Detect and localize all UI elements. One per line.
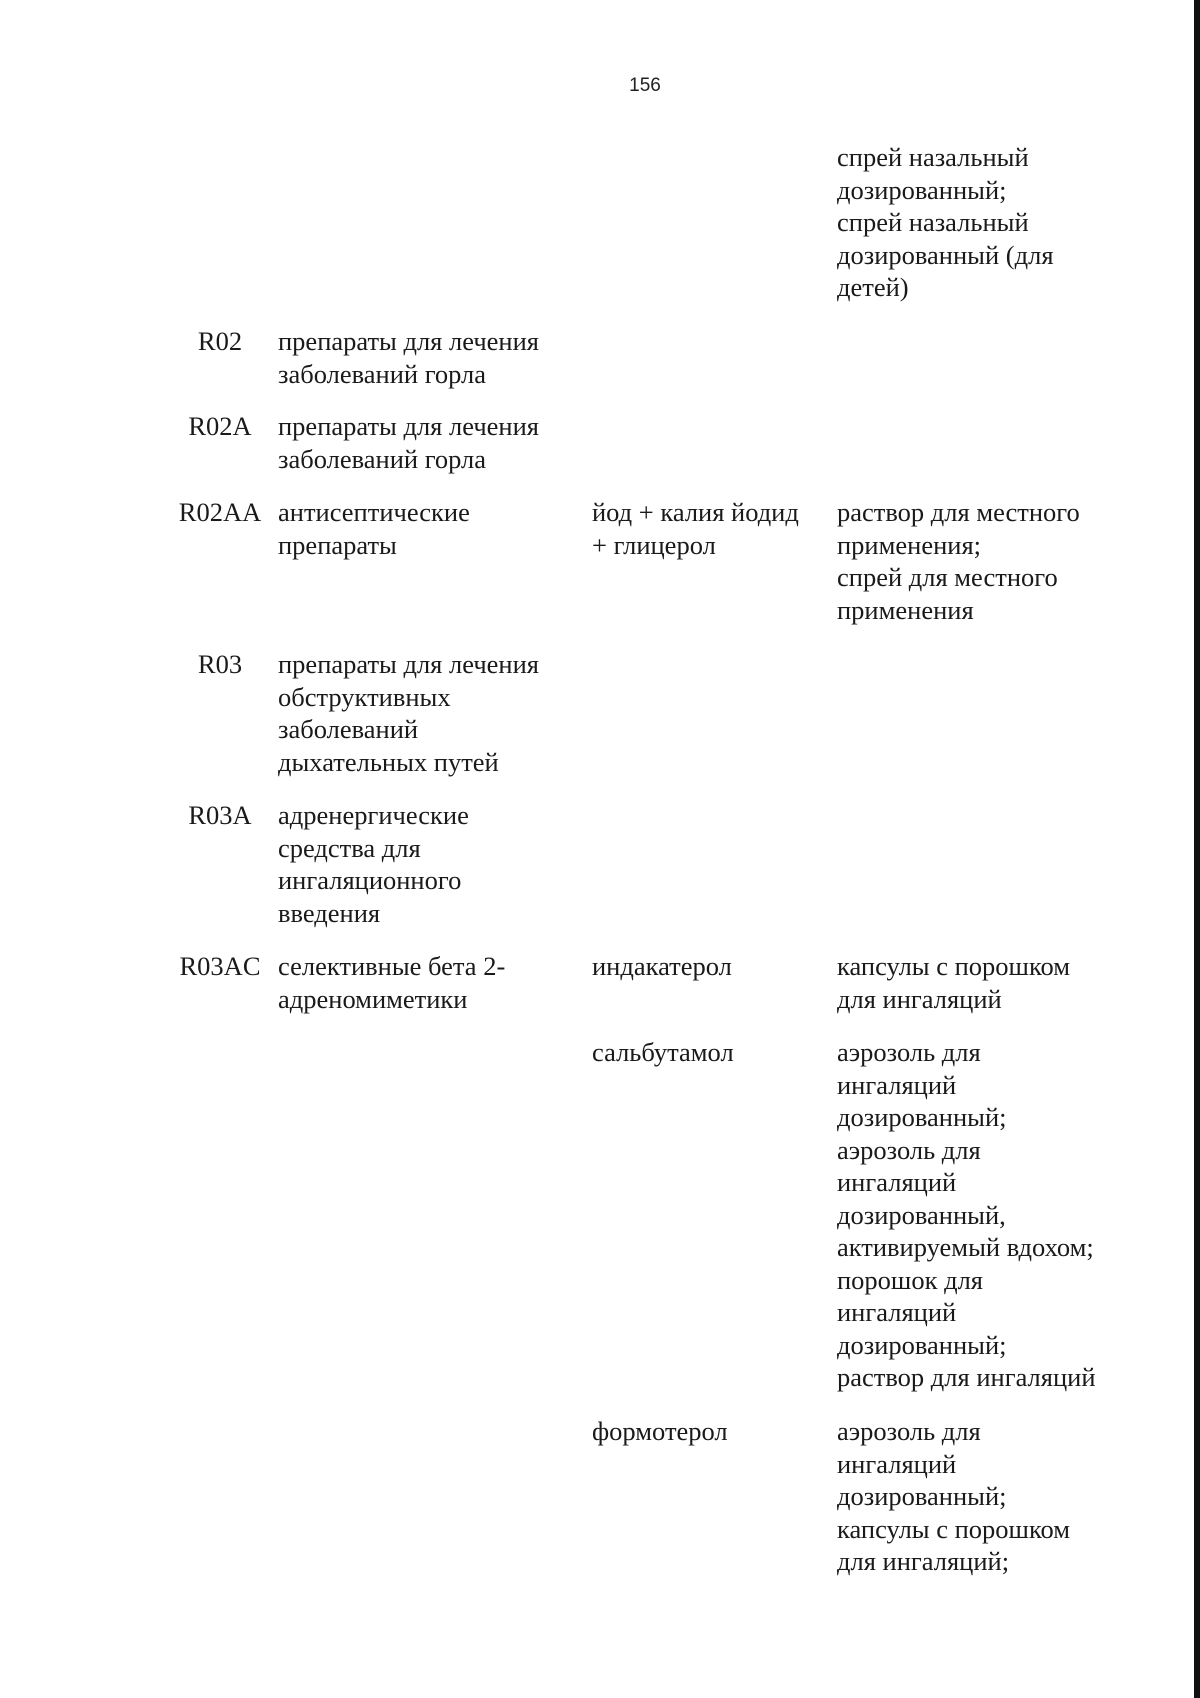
table-row-1-code: R02 (197, 326, 243, 356)
table-row-1-name: препараты для лечения заболеваний горла (278, 326, 539, 389)
table-row-3-drug: йод + калия йодид + глицерол (592, 497, 799, 560)
table-row-4-code: R03 (197, 649, 243, 679)
table-row-2-name: препараты для лечения заболеваний горла (278, 411, 539, 474)
table-row-8-form: аэрозоль для ингаляций дозированный; капсулы с порошком для ингаляций; (837, 1416, 1070, 1576)
table-row-2-code: R02A (188, 411, 252, 441)
table-row-4-name: препараты для лечения обструктивных заболеваний дыхательных путей (278, 649, 539, 777)
table-row-6-drug: индакатерол (592, 951, 732, 981)
page-edge (1194, 0, 1200, 1698)
table-row-5-name: адренергические средства для ингаляционного введения (278, 800, 469, 928)
table-row-3-form: раствор для местного применения; спрей для местного применения (837, 497, 1080, 625)
table-row-6-code: R03AC (179, 951, 261, 981)
page-number: 156 (629, 75, 661, 96)
table-row-3-code: R02AA (178, 497, 262, 527)
table-row-3-name: антисептические препараты (278, 497, 470, 560)
table-row-7-form: аэрозоль для ингаляций дозированный; аэрозоль для ингаляций дозированный, активируемый вдохом; порошок для ингаляций дозированный; раствор для ингаляций (837, 1037, 1096, 1392)
table-row-5-code: R03A (188, 800, 252, 830)
table-row-0-form: спрей назальный дозированный; спрей назальный дозированный (для детей) (837, 142, 1054, 302)
table-row-7-drug: сальбутамол (592, 1037, 734, 1067)
table-row-8-drug: формотерол (592, 1416, 728, 1446)
table-row-6-name: селективные бета 2- адреномиметики (278, 951, 506, 1014)
table-row-6-form: капсулы с порошком для ингаляций (837, 951, 1070, 1014)
